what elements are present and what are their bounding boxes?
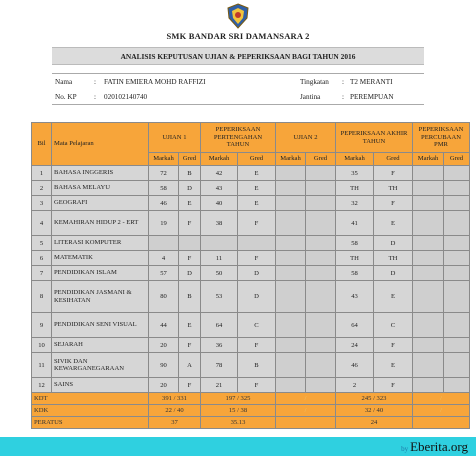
score-cell: F <box>179 338 201 353</box>
score-cell <box>149 236 179 251</box>
score-cell <box>413 166 444 181</box>
score-cell: 64 <box>201 313 238 338</box>
student-class: T2 MERANTI <box>350 78 393 86</box>
student-name: FATIN EMIERA MOHD RAFFIZI <box>104 78 206 86</box>
table-row <box>32 196 470 211</box>
score-cell <box>306 166 336 181</box>
table-row <box>32 313 470 338</box>
summary-value <box>413 417 470 429</box>
score-cell: E <box>374 211 413 236</box>
brand-by: by <box>401 445 409 453</box>
score-cell: F <box>238 211 276 236</box>
score-cell <box>444 181 470 196</box>
kp-label: No. KP <box>55 93 77 101</box>
score-cell: E <box>238 181 276 196</box>
score-cell <box>276 181 306 196</box>
subject-cell: BAHASA INGGERIS <box>52 166 149 181</box>
header-gred: Gred <box>179 153 201 166</box>
score-cell <box>276 353 306 378</box>
score-cell: E <box>238 196 276 211</box>
header-exam: UJIAN 1 <box>149 123 201 153</box>
score-cell <box>444 313 470 338</box>
score-cell <box>413 353 444 378</box>
summary-value: 197 / 325 <box>201 393 276 405</box>
score-cell: D <box>374 266 413 281</box>
score-cell <box>276 251 306 266</box>
student-info <box>52 73 424 105</box>
score-cell: F <box>238 378 276 393</box>
gender-label: Jantina <box>300 93 321 101</box>
name-label: Nama <box>55 78 73 86</box>
header-gred: Gred <box>238 153 276 166</box>
score-cell: F <box>374 338 413 353</box>
summary-value: 245 / 323 <box>336 393 413 405</box>
bil-cell: 7 <box>32 266 52 281</box>
score-cell: 57 <box>149 266 179 281</box>
summary-value: 22 / 40 <box>149 405 201 417</box>
subject-cell: SAINS <box>52 378 149 393</box>
summary-row <box>32 417 470 429</box>
score-cell <box>306 378 336 393</box>
score-cell: E <box>179 196 201 211</box>
score-cell: B <box>238 353 276 378</box>
score-cell: F <box>374 378 413 393</box>
score-cell: 44 <box>149 313 179 338</box>
score-cell <box>276 378 306 393</box>
header-subject: Mata Pelajaran <box>52 123 149 166</box>
table-row <box>32 166 470 181</box>
score-cell <box>276 196 306 211</box>
summary-value: / <box>413 393 470 405</box>
subject-cell: LITERASI KOMPUTER <box>52 236 149 251</box>
bil-cell: 1 <box>32 166 52 181</box>
score-cell <box>276 313 306 338</box>
score-cell: E <box>179 313 201 338</box>
subject-cell: BAHASA MELAYU <box>52 181 149 196</box>
score-cell <box>413 196 444 211</box>
score-cell: 20 <box>149 378 179 393</box>
score-cell: D <box>374 236 413 251</box>
score-cell: F <box>238 251 276 266</box>
score-cell: 11 <box>201 251 238 266</box>
footer-bar <box>0 437 476 456</box>
score-cell: 32 <box>336 196 374 211</box>
table-row <box>32 353 470 378</box>
score-cell <box>276 338 306 353</box>
score-cell: 46 <box>149 196 179 211</box>
score-cell <box>444 353 470 378</box>
score-cell <box>306 313 336 338</box>
report-title: ANALISIS KEPUTUSAN UJIAN & PEPERIKSAAN BAGI TAHUN 2016 <box>52 47 424 65</box>
score-cell <box>306 211 336 236</box>
score-cell <box>413 211 444 236</box>
table-row <box>32 211 470 236</box>
subject-cell: KEMAHIRAN HIDUP 2 - ERT <box>52 211 149 236</box>
bil-cell: 12 <box>32 378 52 393</box>
bil-cell: 9 <box>32 313 52 338</box>
score-cell <box>306 236 336 251</box>
score-cell: 43 <box>336 281 374 313</box>
student-info-row <box>52 75 424 90</box>
score-cell <box>276 211 306 236</box>
score-cell: F <box>238 338 276 353</box>
summary-label: KDT <box>32 393 149 405</box>
score-cell <box>306 181 336 196</box>
header-markah: Markah <box>276 153 306 166</box>
score-cell <box>413 313 444 338</box>
score-cell <box>306 196 336 211</box>
header-exam: PEPERIKSAAN PERTENGAHAN TAHUN <box>201 123 276 153</box>
student-gender: PEREMPUAN <box>350 93 394 101</box>
subject-cell: PENDIDIKAN ISLAM <box>52 266 149 281</box>
subject-cell: SEJARAH <box>52 338 149 353</box>
summary-value: 15 / 38 <box>201 405 276 417</box>
score-cell <box>306 281 336 313</box>
score-cell: 38 <box>201 211 238 236</box>
separator: : <box>94 78 96 86</box>
brand-link[interactable] <box>401 437 468 456</box>
score-cell <box>413 251 444 266</box>
score-cell: F <box>179 378 201 393</box>
score-cell: 64 <box>336 313 374 338</box>
score-cell: D <box>179 266 201 281</box>
score-cell: 46 <box>336 353 374 378</box>
student-info-row <box>52 90 424 105</box>
separator: : <box>94 93 96 101</box>
score-cell <box>201 236 238 251</box>
class-label: Tingkatan <box>300 78 329 86</box>
header-gred: Gred <box>306 153 336 166</box>
score-cell <box>179 236 201 251</box>
summary-value: 35.13 <box>201 417 276 429</box>
summary-value: 37 <box>149 417 201 429</box>
score-cell <box>413 378 444 393</box>
subject-cell: SIVIK DAN KEWARGANEGARAAN <box>52 353 149 378</box>
score-cell: F <box>374 196 413 211</box>
table-row <box>32 338 470 353</box>
summary-value: / <box>413 405 470 417</box>
subject-cell: PENDIDIKAN SENI VISUAL <box>52 313 149 338</box>
subject-cell: GEOGRAFI <box>52 196 149 211</box>
score-cell: 21 <box>201 378 238 393</box>
summary-label: PERATUS <box>32 417 149 429</box>
score-cell: F <box>374 166 413 181</box>
score-cell <box>444 378 470 393</box>
bil-cell: 4 <box>32 211 52 236</box>
results-table <box>31 122 470 429</box>
score-cell: 58 <box>149 181 179 196</box>
header-markah: Markah <box>336 153 374 166</box>
score-cell: 42 <box>201 166 238 181</box>
table-row <box>32 236 470 251</box>
separator: : <box>342 93 344 101</box>
bil-cell: 2 <box>32 181 52 196</box>
score-cell: E <box>374 353 413 378</box>
score-cell <box>276 166 306 181</box>
bil-cell: 11 <box>32 353 52 378</box>
score-cell <box>306 251 336 266</box>
score-cell: 80 <box>149 281 179 313</box>
header-exam: PEPERIKSAAN AKHIR TAHUN <box>336 123 413 153</box>
subject-cell: PENDIDIKAN JASMANI & KESIHATAN <box>52 281 149 313</box>
header-bil: Bil <box>32 123 52 166</box>
score-cell: 50 <box>201 266 238 281</box>
header-markah: Markah <box>149 153 179 166</box>
summary-value: 32 / 40 <box>336 405 413 417</box>
separator: : <box>342 78 344 86</box>
score-cell <box>444 236 470 251</box>
table-row <box>32 181 470 196</box>
bil-cell: 5 <box>32 236 52 251</box>
score-cell <box>306 353 336 378</box>
table-row <box>32 251 470 266</box>
score-cell: 41 <box>336 211 374 236</box>
score-cell <box>413 281 444 313</box>
score-cell <box>444 251 470 266</box>
table-row <box>32 378 470 393</box>
bil-cell: 3 <box>32 196 52 211</box>
school-name: SMK BANDAR SRI DAMANSARA 2 <box>166 31 310 41</box>
header-exam: PEPERIKSAAN PERCUBAAN PMR <box>413 123 470 153</box>
score-cell <box>306 338 336 353</box>
score-cell: E <box>374 281 413 313</box>
header-markah: Markah <box>201 153 238 166</box>
student-kp: 020102140740 <box>104 93 148 101</box>
score-cell <box>444 196 470 211</box>
score-cell: 58 <box>336 236 374 251</box>
score-cell: D <box>179 181 201 196</box>
brand-name: Eberita.org <box>410 439 468 454</box>
score-cell <box>276 281 306 313</box>
score-cell <box>413 266 444 281</box>
bil-cell: 10 <box>32 338 52 353</box>
score-cell: TH <box>374 181 413 196</box>
score-cell: TH <box>336 251 374 266</box>
summary-value: 391 / 331 <box>149 393 201 405</box>
score-cell <box>444 266 470 281</box>
header-markah: Markah <box>413 153 444 166</box>
summary-value: / <box>276 393 336 405</box>
score-cell: 19 <box>149 211 179 236</box>
score-cell: C <box>374 313 413 338</box>
score-cell: B <box>179 281 201 313</box>
score-cell <box>276 266 306 281</box>
score-cell: D <box>238 281 276 313</box>
score-cell <box>276 236 306 251</box>
table-row <box>32 266 470 281</box>
score-cell: 72 <box>149 166 179 181</box>
score-cell <box>413 236 444 251</box>
score-cell: TH <box>336 181 374 196</box>
score-cell: 53 <box>201 281 238 313</box>
score-cell: 58 <box>336 266 374 281</box>
score-cell: F <box>179 251 201 266</box>
score-cell <box>238 236 276 251</box>
score-cell: B <box>179 166 201 181</box>
score-cell: 2 <box>336 378 374 393</box>
score-cell: F <box>179 211 201 236</box>
score-cell: C <box>238 313 276 338</box>
score-cell: 43 <box>201 181 238 196</box>
score-cell <box>444 281 470 313</box>
summary-value: / <box>276 405 336 417</box>
header-gred: Gred <box>444 153 470 166</box>
score-cell: 24 <box>336 338 374 353</box>
score-cell: 40 <box>201 196 238 211</box>
score-cell: E <box>238 166 276 181</box>
table-row <box>32 281 470 313</box>
summary-value: 24 <box>336 417 413 429</box>
score-cell: 35 <box>336 166 374 181</box>
score-cell: 36 <box>201 338 238 353</box>
summary-value <box>276 417 336 429</box>
score-cell: A <box>179 353 201 378</box>
header-gred: Gred <box>374 153 413 166</box>
score-cell: 4 <box>149 251 179 266</box>
score-cell <box>413 338 444 353</box>
score-cell: D <box>238 266 276 281</box>
score-cell <box>306 266 336 281</box>
score-cell <box>444 211 470 236</box>
bil-cell: 8 <box>32 281 52 313</box>
summary-row <box>32 405 470 417</box>
score-cell <box>413 181 444 196</box>
score-cell: TH <box>374 251 413 266</box>
header-exam: UJIAN 2 <box>276 123 336 153</box>
score-cell: 78 <box>201 353 238 378</box>
school-crest-icon <box>226 3 250 29</box>
summary-row <box>32 393 470 405</box>
score-cell <box>444 338 470 353</box>
score-cell: 20 <box>149 338 179 353</box>
score-cell <box>444 166 470 181</box>
score-cell: 90 <box>149 353 179 378</box>
summary-label: KDK <box>32 405 149 417</box>
bil-cell: 6 <box>32 251 52 266</box>
subject-cell: MATEMATIK <box>52 251 149 266</box>
